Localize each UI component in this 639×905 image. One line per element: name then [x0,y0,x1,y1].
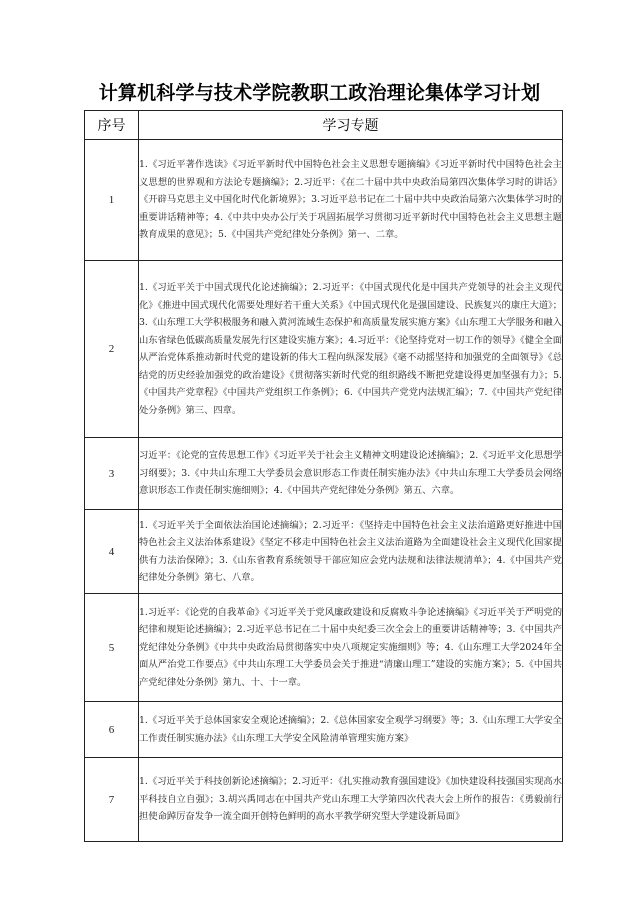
column-header-topic: 学习专题 [139,111,563,140]
row-topic: 1.习近平：《论党的自我革命》《习近平关于党风廉政建设和反腐败斗争论述摘编》《习近平关于严明党的纪律和规矩论述摘编》；2.习近平总书记在二十届中央纪委三次全会上的重要讲话精神等；3.《中国共产党纪律处分条例》《中共中央政治局贯彻落实中央八项规定实施细则》等；4.《山东理工大学2024年全面从严治党工作要点》《中共山东理工大学委员会关于推进“清廉山理工”建设的实施方案》；5.《中国共产党纪律处分条例》第九、十、十一章。 [139,594,563,702]
table-row [85,438,563,510]
row-number: 4 [85,510,139,594]
row-number: 7 [85,758,139,842]
row-topic: 1.《习近平著作选读》《习近平新时代中国特色社会主义思想专题摘编》《习近平新时代中国特色社会主义思想的世界观和方法论专题摘编》；2.习近平：《在二十届中共中央政治局第四次集体学习时的讲话》《开辟马克思主义中国化时代化新境界》；3.习近平总书记在二十届中共中央政治局第六次集体学习时的重要讲话精神等；4.《中共中央办公厅关于巩固拓展学习贯彻习近平新时代中国特色社会主义思想主题教育成果的意见》；5.《中国共产党纪律处分条例》第一、二章。 [139,140,563,261]
column-header-number: 序号 [85,111,139,140]
row-topic: 1.《习近平关于科技创新论述摘编》；2.习近平：《扎实推动教育强国建设》《加快建设科技强国实现高水平科技自立自强》；3.胡兴禹同志在中国共产党山东理工大学第四次代表大会上所作的报告：《勇毅前行担使命踔厉奋发争一流全面开创特色鲜明的高水平教学研究型大学建设新局面》 [139,758,563,842]
table-row [85,758,563,842]
study-plan-table [84,110,563,842]
row-topic: 1.《习近平关于中国式现代化论述摘编》；2.习近平：《中国式现代化是中国共产党领导的社会主义现代化》《推进中国式现代化需要处理好若干重大关系》《中国式现代化是强国建设、民族复兴的康庄大道》；3.《山东理工大学积极服务和融入黄河流域生态保护和高质量发展实施方案》《山东理工大学服务和融入山东省绿色低碳高质量发展先行区建设实施方案》；4.习近平：《论坚持党对一切工作的领导》《健全全面从严治党体系推动新时代党的建设新的伟大工程向纵深发展》《毫不动摇坚持和加强党的全面领导》《总结党的历史经验加强党的政治建设》《贯彻落实新时代党的组织路线不断把党建设得更加坚强有力》；5.《中国共产党章程》《中国共产党组织工作条例》；6.《中国共产党党内法规汇编》；7.《中国共产党纪律处分条例》第三、四章。 [139,261,563,438]
table-row [85,261,563,438]
page-title: 计算机科学与技术学院教职工政治理论集体学习计划 [98,82,541,104]
table-header-row [85,111,563,140]
row-number: 6 [85,702,139,758]
row-topic: 习近平：《论党的宣传思想工作》《习近平关于社会主义精神文明建设论述摘编》；2.《习近平文化思想学习纲要》；3.《中共山东理工大学委员会意识形态工作责任制实施办法》《中共山东理工大学委员会网络意识形态工作责任制实施细则》；4.《中国共产党纪律处分条例》第五、六章。 [139,438,563,510]
row-topic: 1.《习近平关于总体国家安全观论述摘编》；2.《总体国家安全观学习纲要》等；3.《山东理工大学安全工作责任制实施办法》《山东理工大学安全风险清单管理实施方案》 [139,702,563,758]
row-topic: 1.《习近平关于全面依法治国论述摘编》；2.习近平：《坚持走中国特色社会主义法治道路更好推进中国特色社会主义法治体系建设》《坚定不移走中国特色社会主义法治道路为全面建设社会主义现代化国家提供有力法治保障》；3.《山东省教育系统领导干部应知应会党内法规和法律法规清单》；4.《中国共产党纪律处分条例》第七、八章。 [139,510,563,594]
table-row [85,594,563,702]
row-number: 3 [85,438,139,510]
table-row [85,140,563,261]
row-number: 5 [85,594,139,702]
row-number: 2 [85,261,139,438]
table-row [85,702,563,758]
table-row [85,510,563,594]
row-number: 1 [85,140,139,261]
